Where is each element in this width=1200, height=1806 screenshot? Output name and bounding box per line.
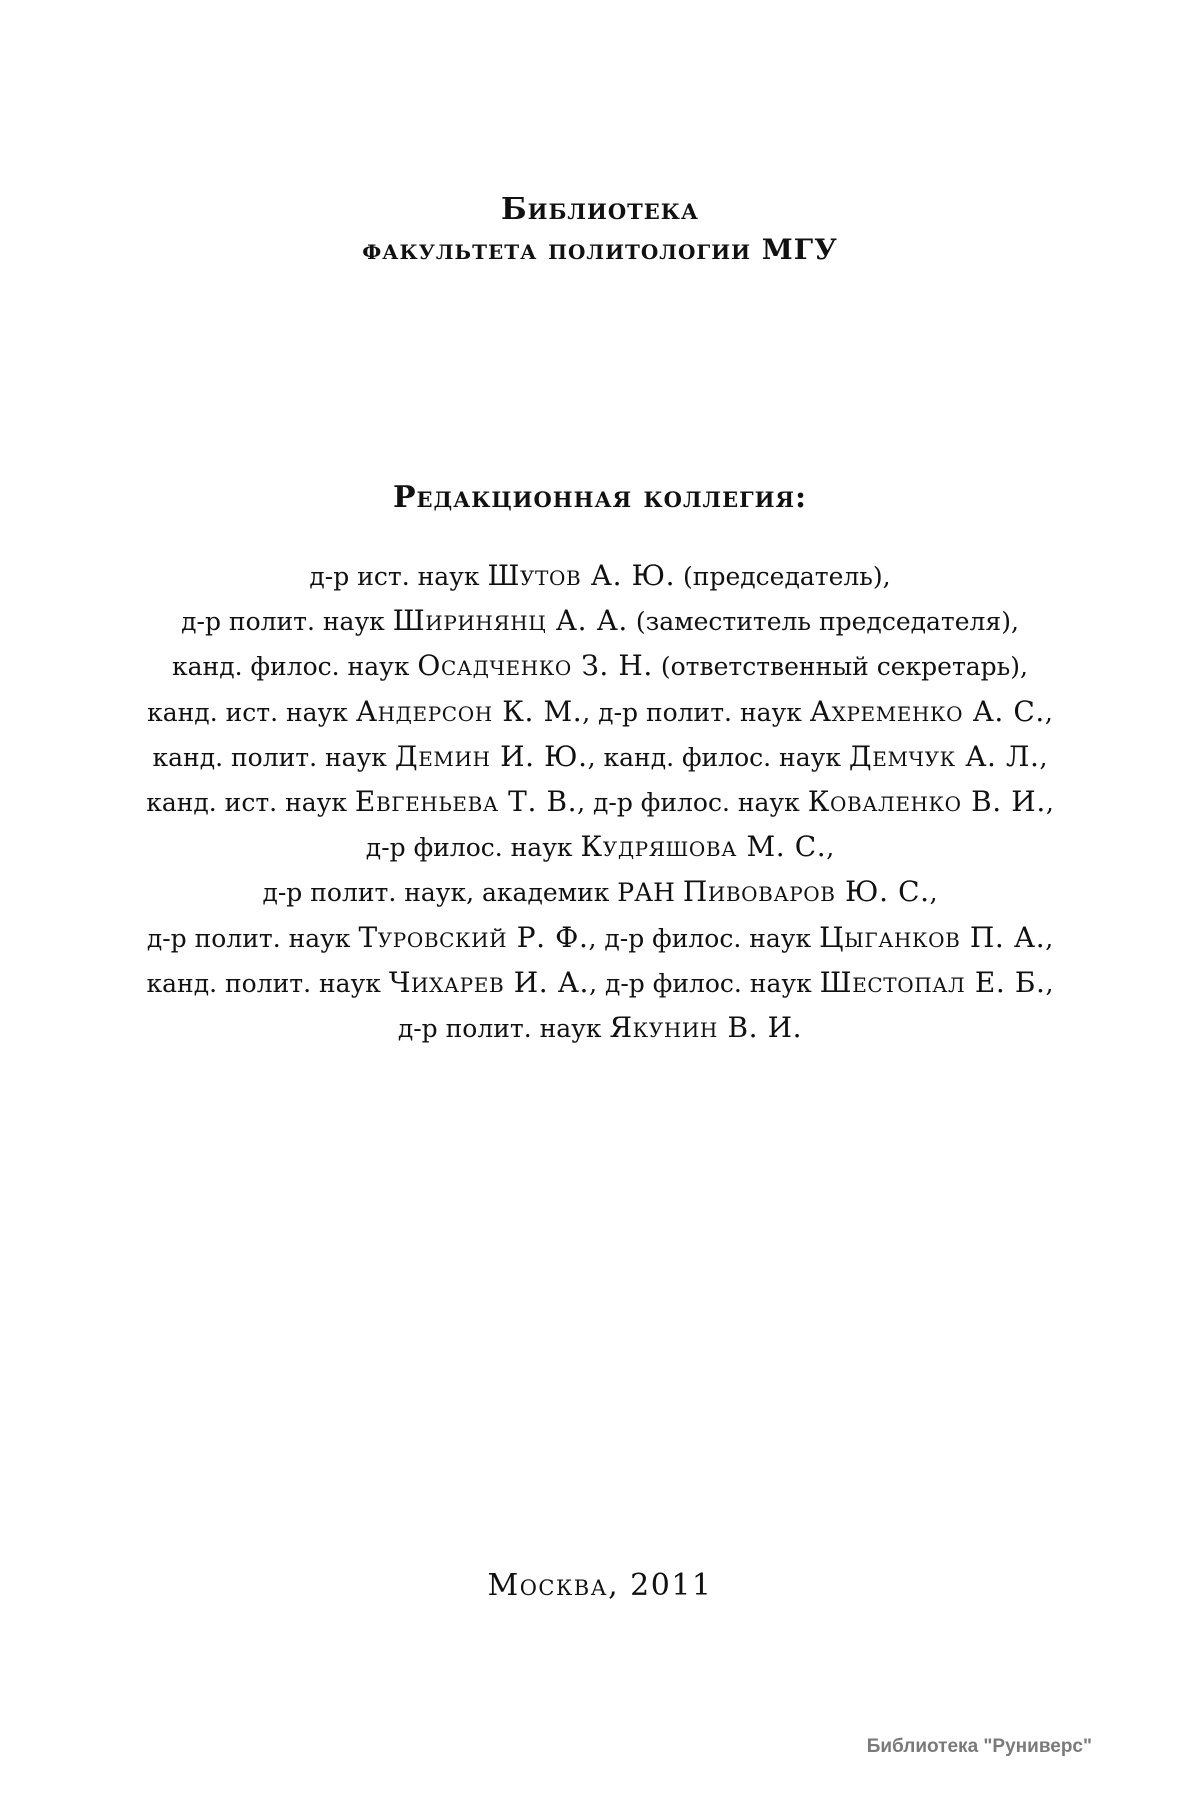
member-role: д-р полит. наук bbox=[181, 607, 393, 637]
member-role: д-р полит. наук, академик РАН bbox=[262, 878, 683, 908]
member-role: , bbox=[1039, 742, 1048, 772]
member-name: Осадченко З. Н. bbox=[417, 649, 653, 683]
board-line bbox=[0, 870, 1200, 915]
member-name: Шутов А. Ю. bbox=[487, 559, 676, 592]
board-line bbox=[0, 599, 1200, 644]
member-name: Демчук А. Л. bbox=[848, 739, 1040, 773]
member-name: Демин И. Ю. bbox=[394, 739, 588, 773]
board-line bbox=[0, 644, 1200, 689]
member-role: (ответственный секретарь), bbox=[652, 652, 1028, 682]
board-line bbox=[0, 780, 1200, 825]
member-name: Кудряшова М. С. bbox=[580, 830, 827, 864]
board-line bbox=[0, 825, 1200, 870]
member-role: канд. филос. наук bbox=[172, 652, 418, 682]
member-name: Цыганков П. А. bbox=[819, 920, 1046, 954]
library-watermark: Библиотека "Руниверс" bbox=[866, 1736, 1092, 1757]
editorial-board-members bbox=[0, 554, 1200, 1051]
member-role: , bbox=[826, 833, 835, 863]
board-line bbox=[0, 690, 1200, 735]
member-role: , bbox=[1045, 788, 1054, 818]
editorial-board bbox=[0, 478, 1200, 1051]
member-role: , д-р филос. наук bbox=[577, 788, 808, 818]
city-year: Москва, 2011 bbox=[487, 1568, 713, 1603]
member-role: канд. ист. наук bbox=[146, 788, 355, 818]
member-name: Туровский Р. Ф. bbox=[358, 920, 589, 954]
member-name: Чихарев И. А. bbox=[388, 965, 590, 999]
member-role: д-р полит. наук bbox=[146, 923, 359, 953]
member-name: Пивоваров Ю. С. bbox=[682, 875, 930, 909]
series-title bbox=[0, 190, 1200, 270]
board-line bbox=[0, 735, 1200, 780]
member-role: канд. полит. наук bbox=[146, 968, 389, 998]
member-role: , bbox=[929, 878, 938, 908]
member-role: канд. полит. наук bbox=[152, 742, 395, 772]
member-role: канд. ист. наук bbox=[147, 697, 356, 727]
member-name: Евгеньева Т. В. bbox=[354, 785, 578, 819]
member-role: , bbox=[1045, 923, 1054, 953]
member-role: д-р ист. наук bbox=[309, 562, 488, 591]
board-line bbox=[0, 1006, 1200, 1051]
member-role: , bbox=[1045, 968, 1054, 998]
board-line bbox=[0, 554, 1200, 599]
member-role: , канд. филос. наук bbox=[587, 742, 849, 772]
member-role: д-р полит. наук bbox=[397, 1014, 610, 1044]
member-name: Андерсон К. М. bbox=[355, 694, 583, 728]
member-role: , д-р филос. наук bbox=[588, 923, 820, 953]
member-role: (председатель), bbox=[675, 562, 891, 591]
member-name: Якунин В. И. bbox=[609, 1011, 803, 1045]
member-role: , д-р филос. наук bbox=[589, 968, 820, 998]
member-name: Ахременко А. С. bbox=[809, 694, 1045, 728]
member-name: Ширинянц А. А. bbox=[392, 604, 628, 638]
member-role: , bbox=[1044, 697, 1053, 727]
member-role: , д-р полит. наук bbox=[582, 697, 810, 727]
member-name: Шестопал Е. Б. bbox=[819, 965, 1046, 999]
member-name: Коваленко В. И. bbox=[807, 785, 1046, 819]
board-line bbox=[0, 961, 1200, 1006]
board-line bbox=[0, 916, 1200, 961]
series-title-line2: факультета политологии МГУ bbox=[362, 233, 838, 266]
member-role: (заместитель председателя), bbox=[627, 607, 1019, 637]
member-role: д-р филос. наук bbox=[365, 833, 581, 863]
editorial-board-heading: Редакционная коллегия: bbox=[392, 480, 808, 515]
series-title-line1: Библиотека bbox=[501, 192, 699, 227]
